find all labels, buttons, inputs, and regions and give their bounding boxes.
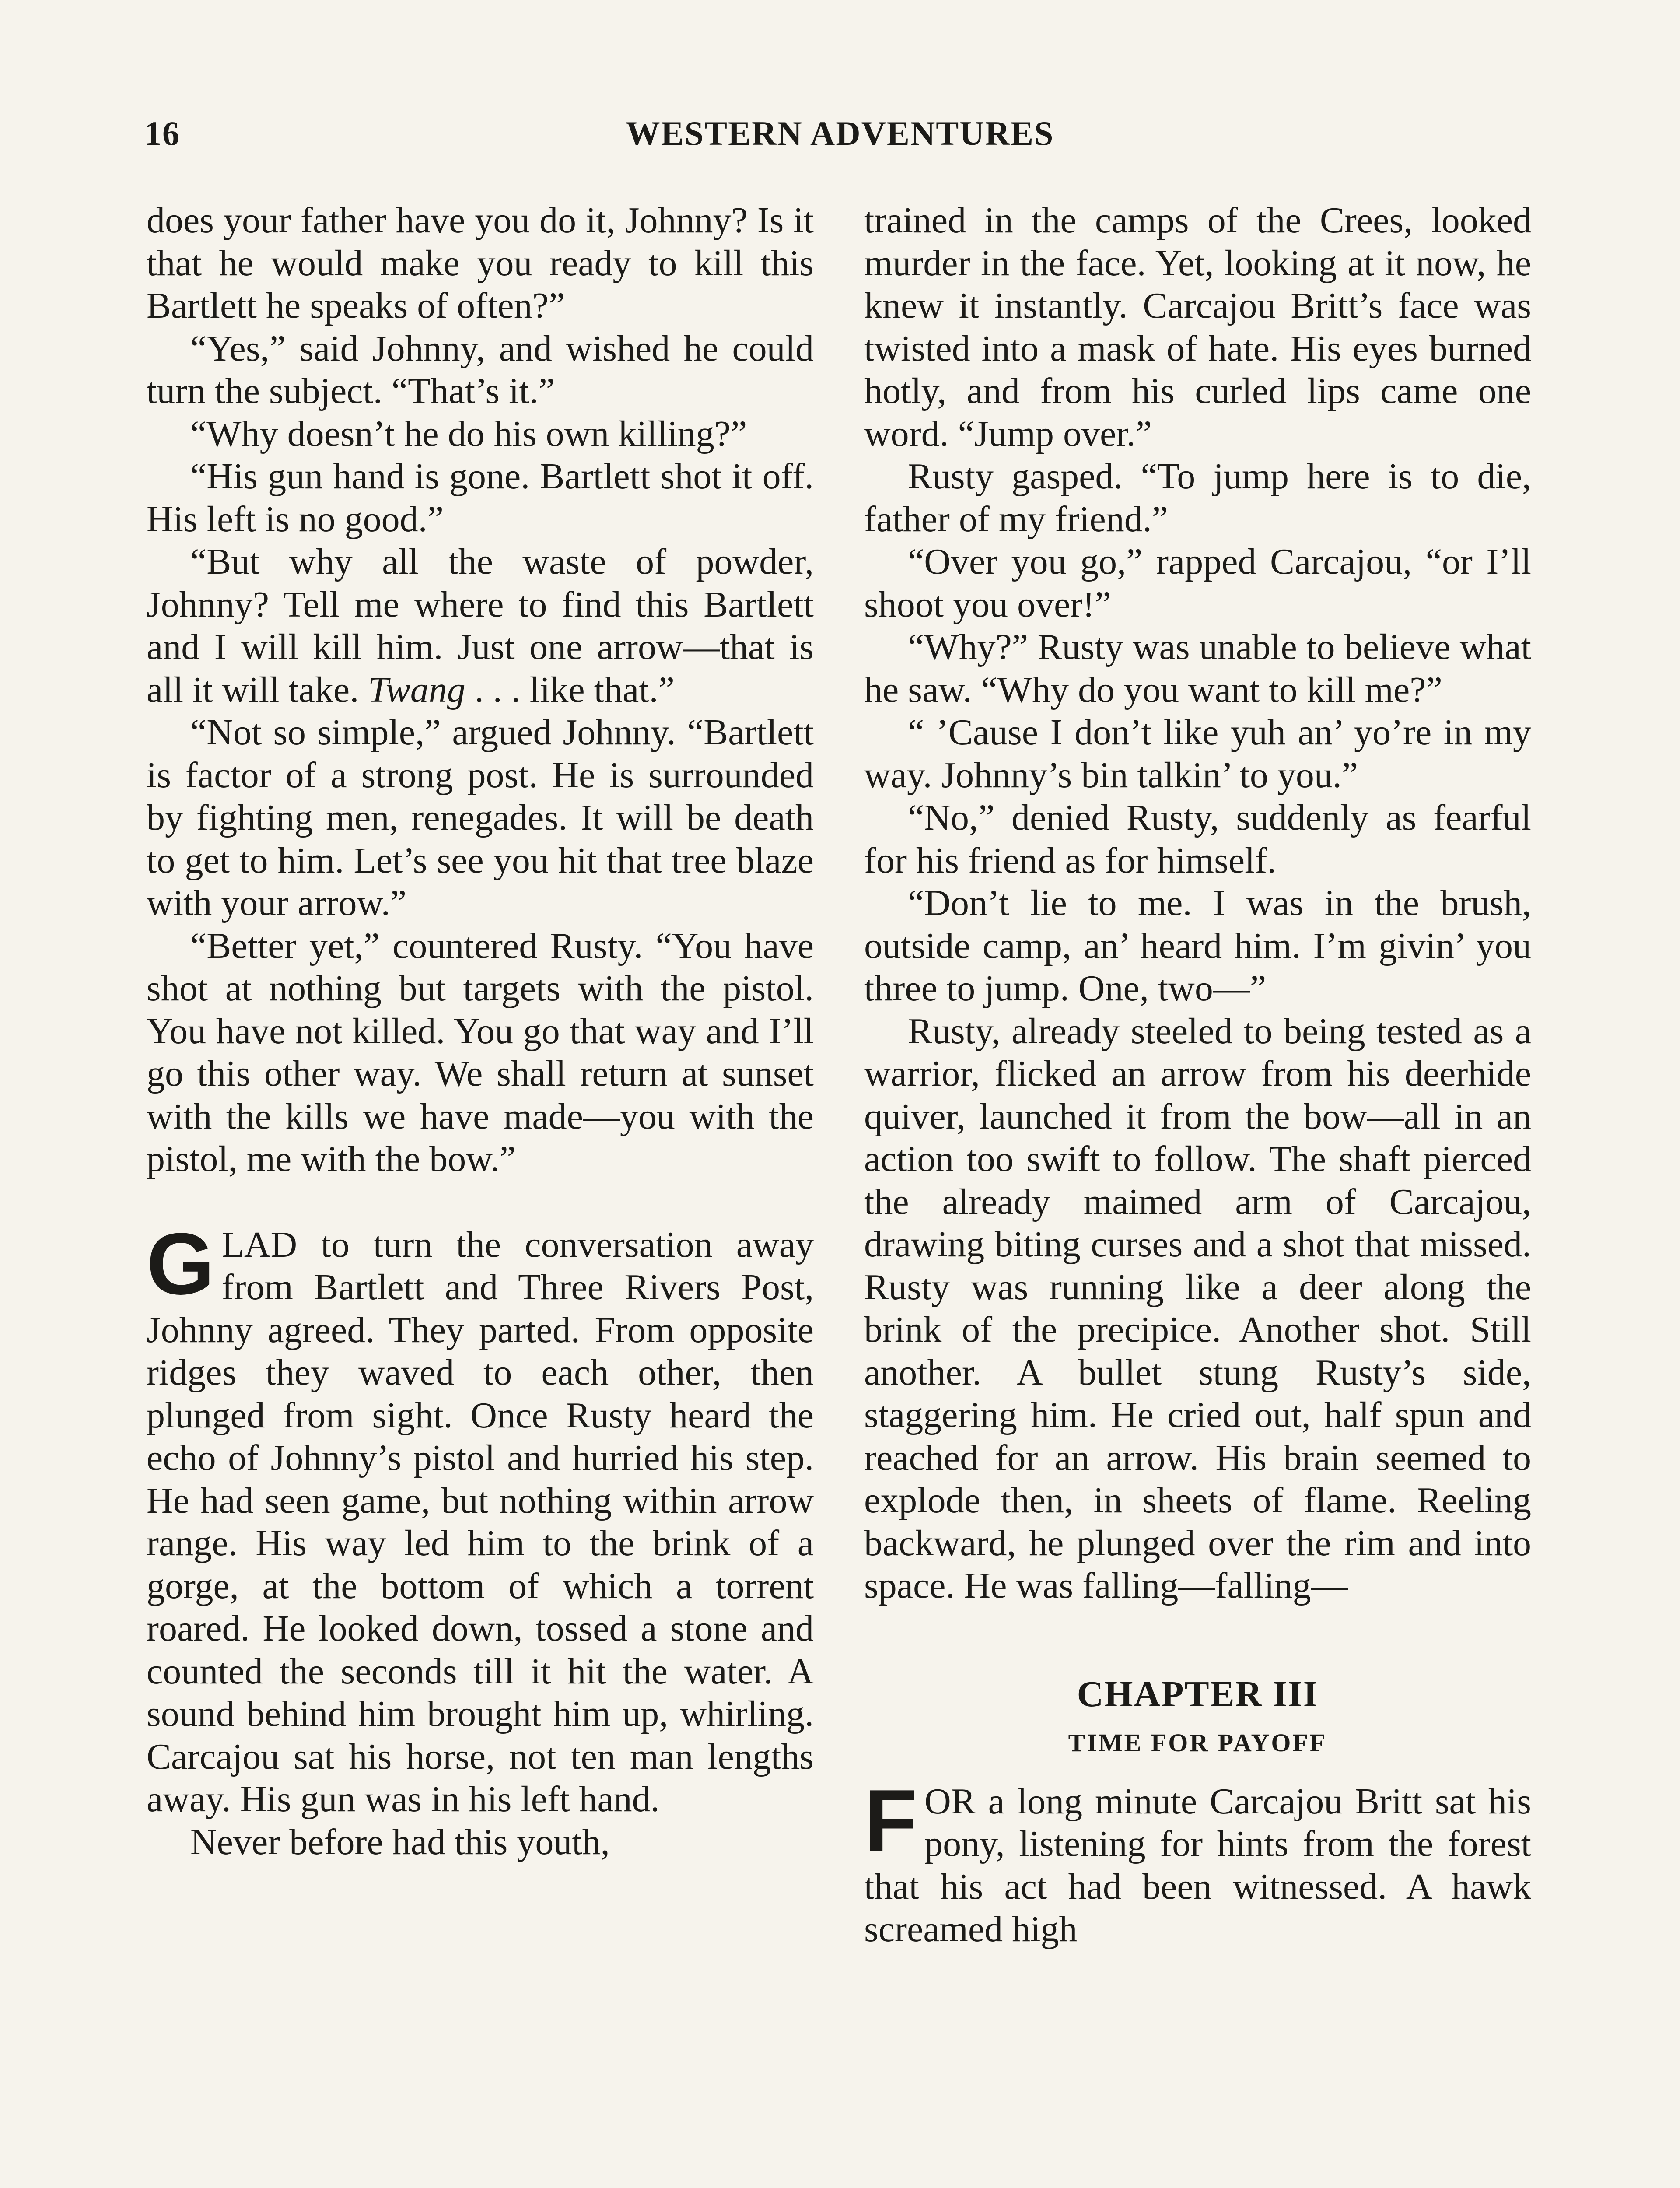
paragraph: “Not so simple,” argued Johnny. “Bartlett is factor of a strong post. He is surrounded by fighting men, renegades. It will be death to get to him. Let’s see you hit that tree blaze with your arrow.”	[147, 712, 814, 923]
text-run: . . . like that.”	[465, 669, 675, 710]
paragraph: “Why doesn’t he do his own killing?”	[190, 413, 747, 454]
paragraph: Never before had this youth,	[190, 1821, 610, 1862]
text-run: OR a long minute Carcajou Britt sat his pony, listening for hints from the forest that his act had been witnessed. A hawk screamed high	[864, 1781, 1531, 1950]
chapter-subtitle: TIME FOR PAYOFF	[1068, 1729, 1327, 1757]
drop-cap: G	[147, 1215, 215, 1313]
paragraph: Rusty gasped. “To jump here is to die, father of my friend.”	[864, 456, 1531, 540]
paragraph	[147, 540, 814, 711]
paragraph: “ ’Cause I don’t like yuh an’ yo’re in my way. Johnny’s bin talkin’ to you.”	[864, 712, 1531, 796]
page-number: 16	[144, 114, 180, 152]
paragraph: “Over you go,” rapped Carcajou, “or I’ll shoot you over!”	[864, 541, 1531, 625]
paragraph: trained in the camps of the Crees, looked murder in the face. Yet, looking at it now, he knew it instantly. Carcajou Britt’s face was twisted into a mask of hate. His eyes burned hotly, and from his curled lips came one word. “Jump over.”	[864, 200, 1531, 454]
paragraph: “Yes,” said Johnny, and wished he could turn the subject. “That’s it.”	[147, 328, 814, 411]
chapter-title: CHAPTER III	[1077, 1673, 1319, 1715]
paragraph: does your father have you do it, Johnny? Is it that he would make you ready to kill this Bartlett he speaks of often?”	[147, 200, 814, 326]
drop-cap: F	[864, 1771, 918, 1869]
paragraph: “His gun hand is gone. Bartlett shot it off. His left is no good.”	[147, 456, 814, 540]
section-start-paragraph	[147, 1215, 814, 1821]
running-title: WESTERN ADVENTURES	[626, 114, 1054, 152]
paragraph: “Why?” Rusty was unable to believe what he saw. “Why do you want to kill me?”	[864, 627, 1531, 710]
paragraph: “Better yet,” countered Rusty. “You have shot at nothing but targets with the pistol. You have not killed. You go that way and I’ll go this other way. We shall return at sunset with the kills we have made—you with the pistol, me with the bow.”	[147, 925, 814, 1179]
right-column	[864, 199, 1531, 1951]
paragraph: “No,” denied Rusty, suddenly as fearful for his friend as for himself.	[864, 797, 1531, 881]
paragraph: “Don’t lie to me. I was in the brush, outside camp, an’ heard him. I’m givin’ you three to jump. One, two—”	[864, 883, 1531, 1009]
page-header	[144, 114, 1536, 162]
italic-text: Twang	[368, 669, 466, 710]
paragraph: Rusty, already steeled to being tested as a warrior, flicked an arrow from his deerhide quiver, launched it from the bow—all in an action too swift to follow. The shaft pierced the already maimed arm of Carcajou, drawing biting curses and a shot that missed. Rusty was running like a deer along the brink of the precipice. Another shot. Still another. A bullet stung Rusty’s side, staggering him. He cried out, half spun and reached for an arrow. His brain seemed to explode then, in sheets of flame. Reeling backward, he plunged over the rim and into space. He was falling—falling—	[864, 1010, 1531, 1606]
text-run: LAD to turn the conversation away from Bartlett and Three Rivers Post, Johnny agreed. They parted. From opposite ridges they waved to each other, then plunged from sight. Once Rusty heard the echo of Johnny’s pistol and hurried his step. He had seen game, but nothing within arrow range. His way led him to the brink of a gorge, at the bottom of which a torrent roared. He looked down, tossed a stone and counted the seconds till it hit the water. A sound behind him brought him up, whirling. Carcajou sat his horse, not ten man lengths away. His gun was in his left hand.	[147, 1224, 814, 1820]
chapter-start-paragraph	[864, 1771, 1531, 1951]
left-column	[147, 199, 814, 1863]
text-run: “But why all the waste of powder, Johnny? Tell me where to find this Bartlett and I will kill him. Just one arrow—that is all it will take.	[147, 541, 814, 710]
